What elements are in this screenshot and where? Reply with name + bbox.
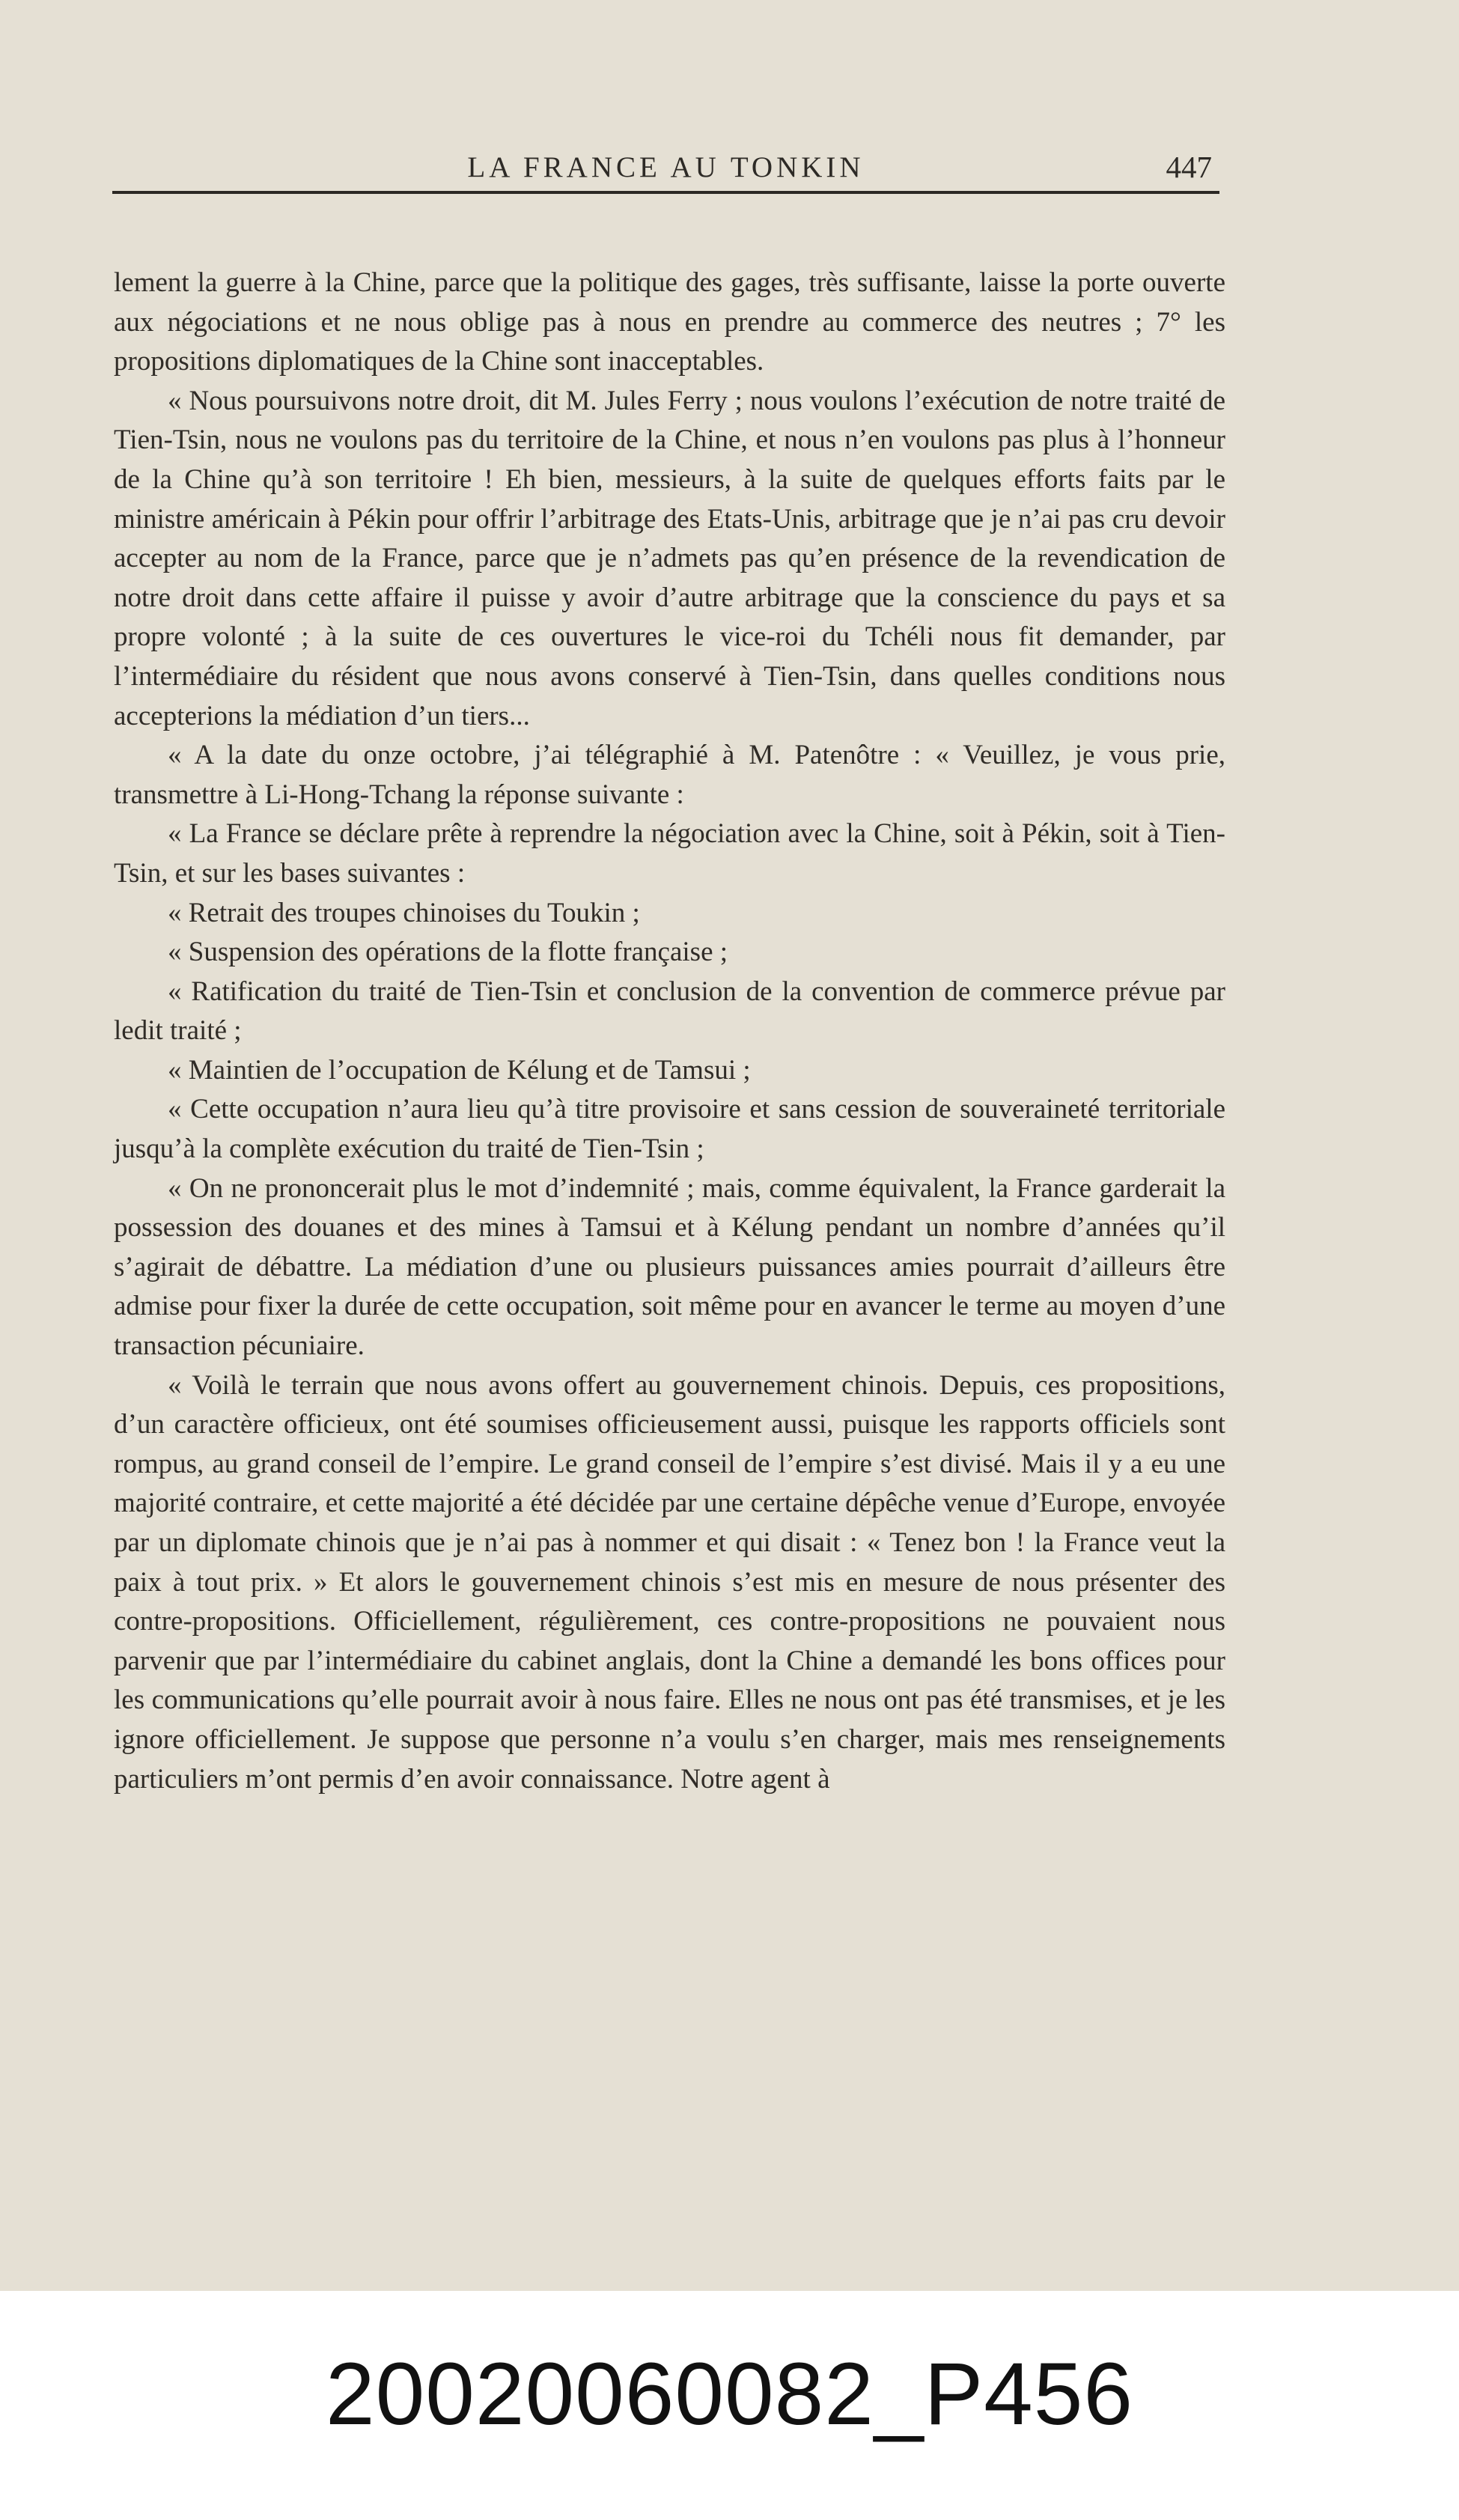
paragraph: « Suspension des opérations de la flotte française ; (168, 937, 728, 968)
paragraph: « Nous poursuivons notre droit, dit M. Jules Ferry ; nous voulons l’exécution de notre traité de Tien-Tsin, nous ne voulons pas du territoire de la Chine, et nous n’en voulons pas plus à l’honneur de la Chine qu’à son territoire ! Eh bien, messieurs, à la suite de quelques efforts faits par le ministre américain à Pékin pour offrir l’arbitrage des Etats-Unis, arbitrage que je n’ai pas cru devoir accepter au nom de la France, parce que je n’admets pas qu’en présence de la revendication de notre droit dans cette affaire il puisse y avoir d’autre arbitrage que la conscience du pays et sa propre volonté ; à la suite de ces ouvertures le vice-roi du Tchéli nous fit demander, par l’intermédiaire du résident que nous avons conservé à Tien-Tsin, dans quelles conditions nous accepterions la médiation d’un tiers... (114, 385, 1225, 731)
paragraph: « A la date du onze octobre, j’ai télégraphié à M. Patenôtre : « Veuillez, je vous prie, transmettre à Li-Hong-Tchang la réponse suivante : (114, 740, 1225, 810)
paragraph: lement la guerre à la Chine, parce que la politique des gages, très suffisante, laisse la porte ouverte aux négociations et ne nous oblige pas à nous en prendre au commerce des neutres ; 7° les propositions diplomatiques de la Chine sont inacceptables. (114, 267, 1225, 377)
paragraph: « Cette occupation n’aura lieu qu’à titre provisoire et sans cession de souveraineté territoriale jusqu’à la complète exécution du traité de Tien-Tsin ; (114, 1094, 1225, 1165)
running-title: LA FRANCE AU TONKIN (467, 151, 865, 183)
paragraph: « Retrait des troupes chinoises du Toukin ; (168, 897, 640, 928)
paragraph: « Voilà le terrain que nous avons offert au gouvernement chinois. Depuis, ces propositions, d’un caractère officieux, ont été soumises officieusement aussi, puisque les rapports officiels sont rompus, au grand conseil de l’empire. Le grand conseil de l’empire s’est divisé. Mais il y a eu une majorité contraire, et cette majorité a été décidée par une certaine dépêche venue d’Europe, envoyée par un diplomate chinois que je n’ai pas à nommer et qui disait : « Tenez bon ! la France veut la paix à tout prix. » Et alors le gouvernement chinois s’est mis en mesure de nous présenter des contre-propositions. Officiellement, régulièrement, ces contre-propositions ne pouvaient nous parvenir que par l’intermédiaire du cabinet anglais, dont la Chine a demandé les bons offices pour les communications qu’elle pourrait avoir à nous faire. Elles ne nous ont pas été transmises, et je les ignore officiellement. Je suppose que personne n’a voulu s’en charger, mais mes renseignements particuliers m’ont permis d’en avoir connaissance. Notre agent à (114, 1369, 1225, 1795)
paragraph: « Ratification du traité de Tien-Tsin et conclusion de la convention de commerce prévue par ledit traité ; (114, 976, 1225, 1047)
paragraph: « Maintien de l’occupation de Kélung et de Tamsui ; (168, 1054, 751, 1086)
running-head (112, 146, 1219, 194)
paragraph: « On ne prononcerait plus le mot d’indemnité ; mais, comme équivalent, la France garderait la possession des douanes et des mines à Tamsui et à Kélung pendant un nombre d’années qu’il s’agirait de débattre. La médiation d’une ou plusieurs puissances amies pourrait d’ailleurs être admise pour fixer la durée de cette occupation, soit même pour en avancer le terme au moyen d’une transaction pécuniaire. (114, 1172, 1225, 1362)
paragraph: « La France se déclare prête à reprendre la négociation avec la Chine, soit à Pékin, soit à Tien-Tsin, et sur les bases suivantes : (114, 818, 1225, 889)
image-identifier: 20020060082_P456 (325, 2345, 1134, 2444)
page-number: 447 (1166, 150, 1212, 184)
body-text (114, 264, 1225, 1799)
